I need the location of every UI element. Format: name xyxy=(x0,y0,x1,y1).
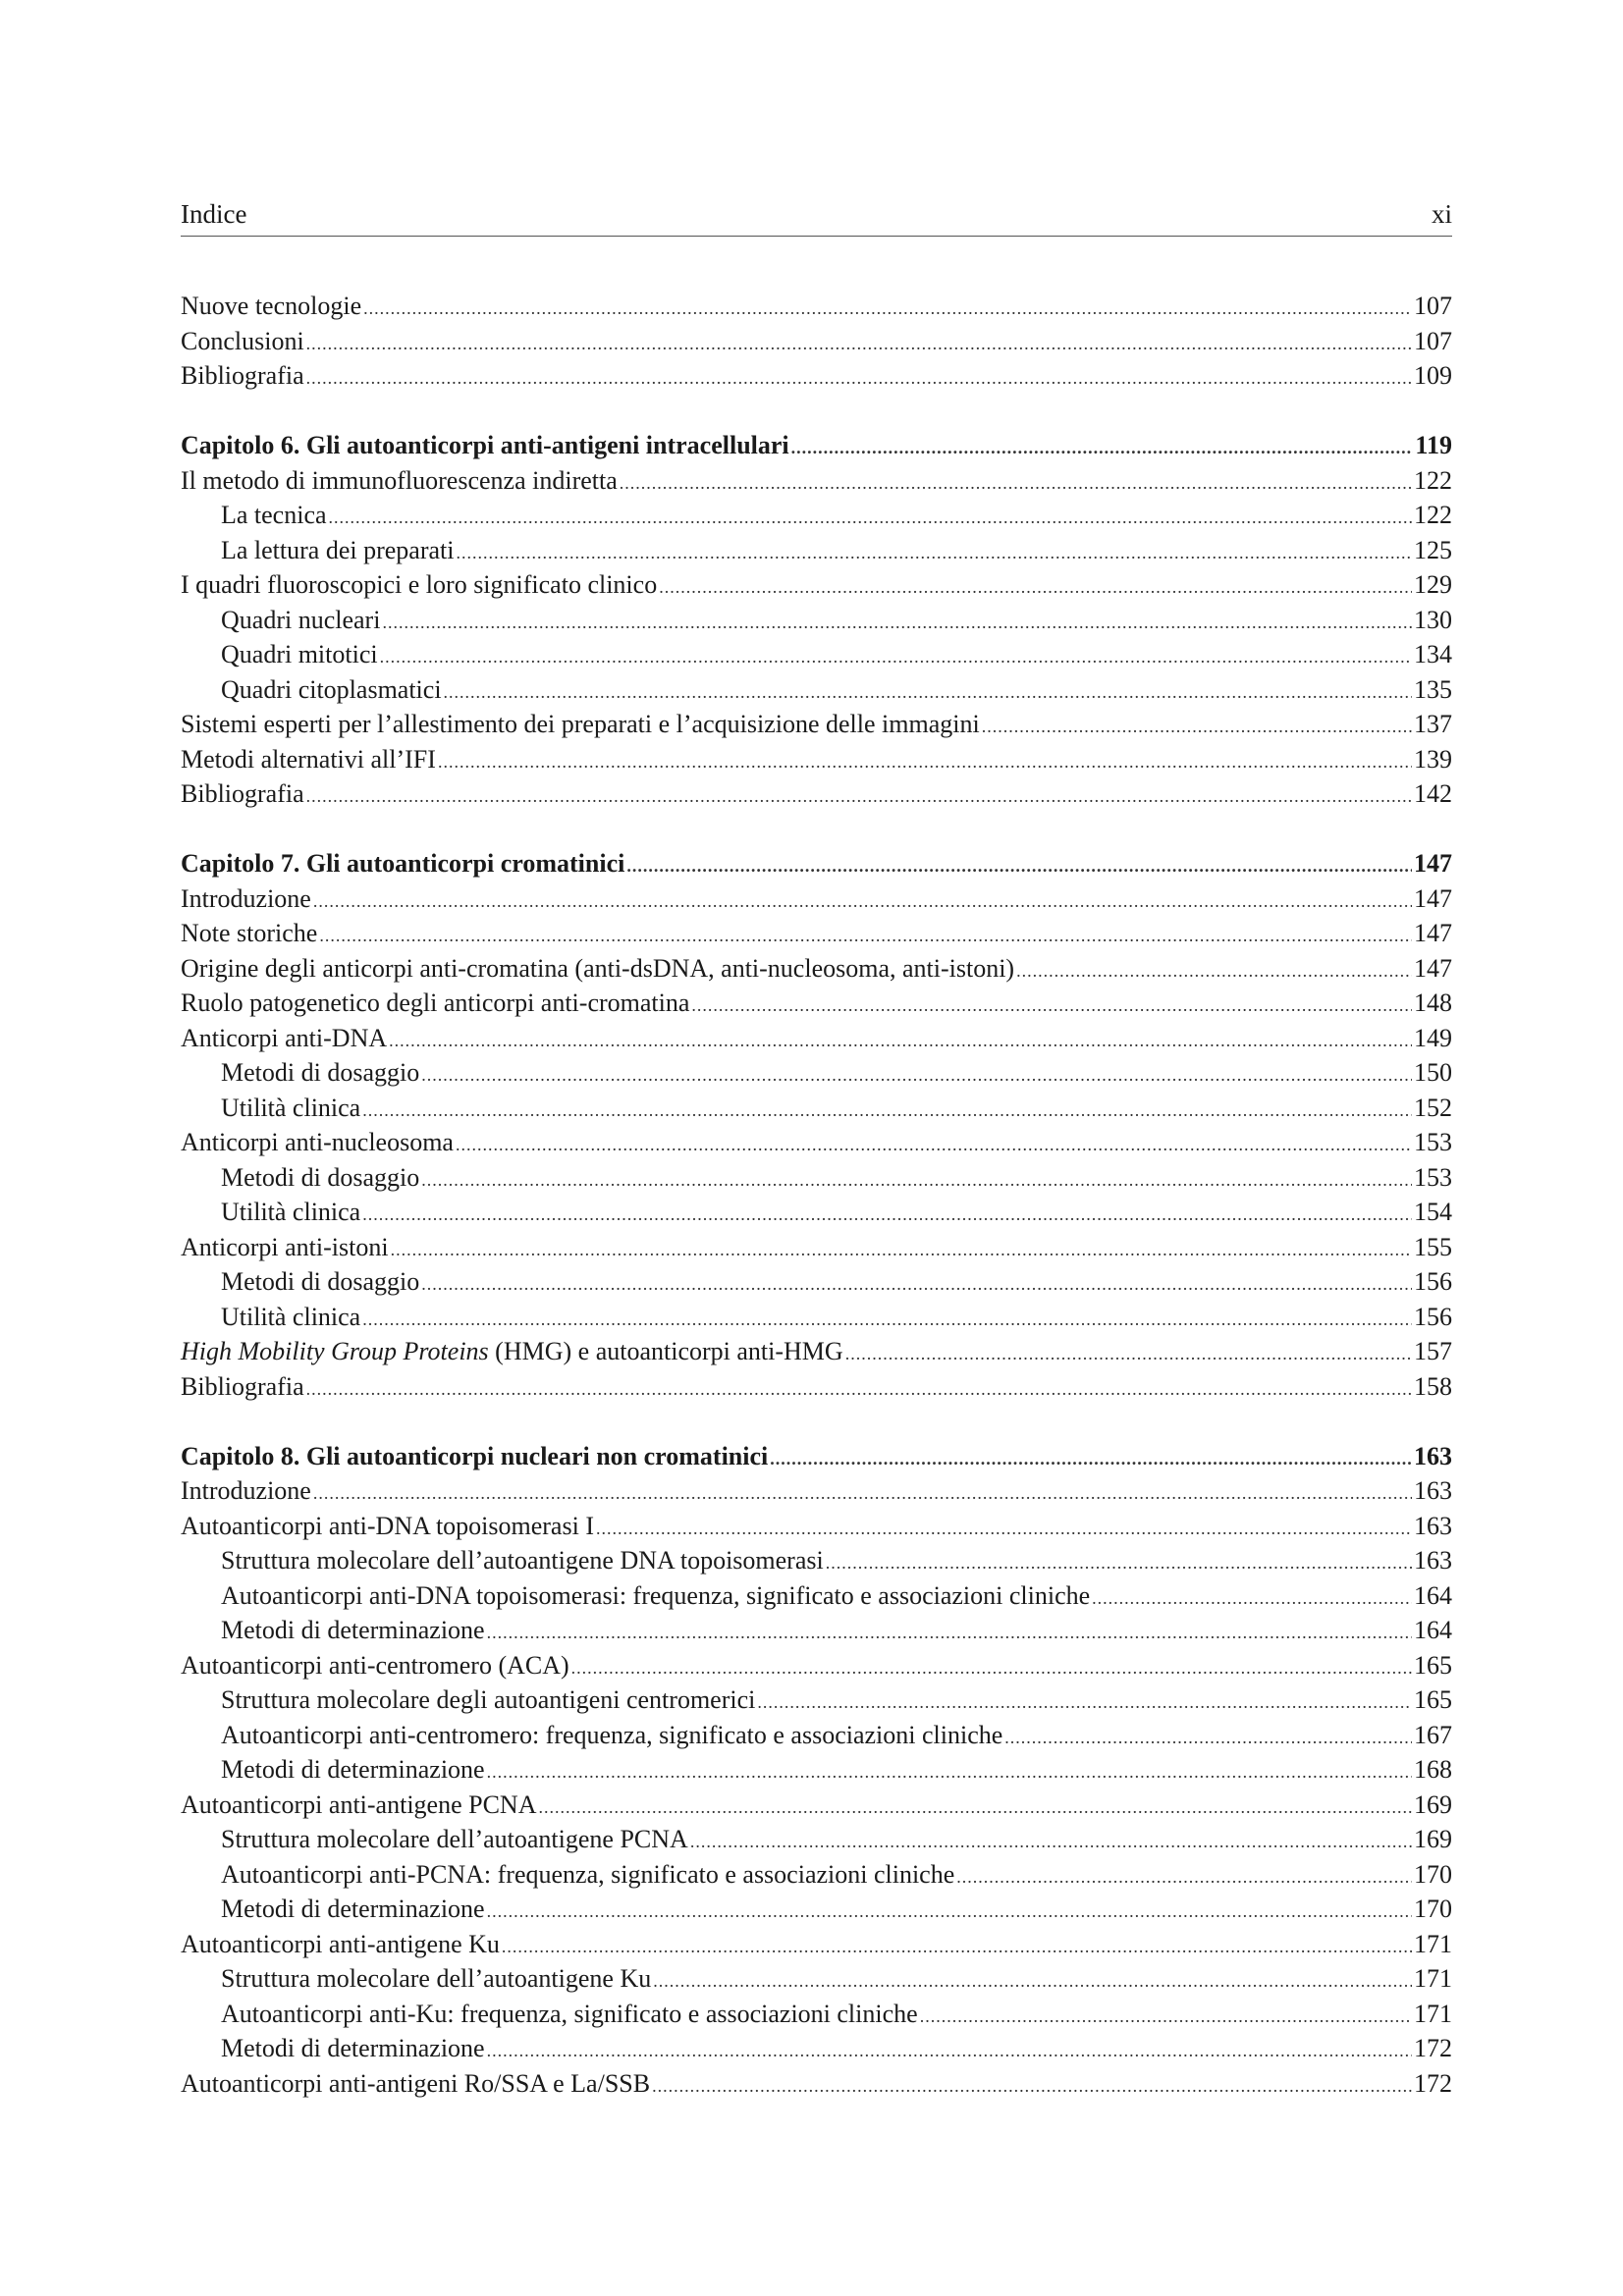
toc-entry-title: Conclusioni xyxy=(181,326,304,355)
dot-leader xyxy=(380,640,1412,675)
toc-entry-page: 130 xyxy=(1414,605,1452,634)
toc-chapter-heading[interactable] xyxy=(181,846,1452,881)
toc-entry[interactable] xyxy=(181,951,1452,987)
toc-entry[interactable] xyxy=(181,567,1452,603)
toc-entry[interactable] xyxy=(181,742,1452,777)
dot-leader xyxy=(502,1930,1412,1965)
toc-entry-page: 129 xyxy=(1414,570,1452,599)
toc-entry-page: 153 xyxy=(1414,1128,1452,1156)
toc-entry-title: Introduzione xyxy=(181,1476,311,1505)
toc-entry-title: Capitolo 6. Gli autoanticorpi anti-antigeni intracellulari xyxy=(181,431,789,459)
toc-entry-page: 147 xyxy=(1414,849,1452,878)
running-header xyxy=(181,196,1452,237)
dot-leader xyxy=(770,1442,1412,1477)
dot-leader xyxy=(920,2000,1412,2035)
dot-leader xyxy=(596,1512,1412,1547)
toc-entry-title-italic: High Mobility Group Proteins xyxy=(181,1337,489,1365)
dot-leader xyxy=(757,1685,1412,1721)
toc-entry[interactable] xyxy=(181,289,1452,324)
dot-leader xyxy=(1004,1721,1412,1756)
dot-leader xyxy=(653,1964,1412,2000)
dot-leader xyxy=(652,2069,1412,2105)
toc-entry-page: 163 xyxy=(1414,1476,1452,1505)
toc-entry-page: 163 xyxy=(1414,1546,1452,1575)
toc-entry-page: 170 xyxy=(1414,1895,1452,1923)
toc-entry[interactable] xyxy=(181,1961,1452,1997)
toc-entry-page: 147 xyxy=(1414,953,1452,983)
toc-entry-page: 167 xyxy=(1414,1720,1452,1749)
toc-entry[interactable] xyxy=(181,707,1452,742)
toc-entry-page: 158 xyxy=(1414,1371,1452,1401)
toc-entry-title: I quadri fluoroscopici e loro significato clinico xyxy=(181,570,658,599)
table-of-contents xyxy=(181,289,1452,2136)
toc-entry[interactable] xyxy=(181,1509,1452,1544)
toc-entry[interactable] xyxy=(181,498,1452,533)
toc-entry-page: 153 xyxy=(1414,1162,1452,1192)
dot-leader xyxy=(421,1267,1412,1303)
toc-entry[interactable] xyxy=(181,1578,1452,1614)
running-header-title: Indice xyxy=(181,199,247,229)
dot-leader xyxy=(487,1755,1412,1790)
toc-entry[interactable] xyxy=(181,1857,1452,1893)
toc-chapter-heading[interactable] xyxy=(181,1439,1452,1474)
toc-entry-title: Capitolo 8. Gli autoanticorpi nucleari non cromatinici xyxy=(181,1441,769,1470)
toc-entry[interactable] xyxy=(181,1682,1452,1718)
toc-entry[interactable] xyxy=(181,1369,1452,1405)
dot-leader xyxy=(382,606,1412,641)
toc-entry[interactable] xyxy=(181,1752,1452,1788)
dot-leader xyxy=(956,1860,1412,1896)
toc-entry-title: Metodi di dosaggio xyxy=(221,1058,420,1087)
toc-entry-title: Quadri mitotici xyxy=(221,640,378,668)
dot-leader xyxy=(306,361,1412,397)
toc-entry-page: 164 xyxy=(1414,1580,1452,1610)
toc-entry-title: Struttura molecolare dell’autoantigene DNA topoisomerasi xyxy=(221,1546,824,1575)
toc-entry[interactable] xyxy=(181,672,1452,708)
toc-entry-page: 169 xyxy=(1414,1825,1452,1853)
toc-section xyxy=(181,289,1452,394)
dot-leader xyxy=(391,1233,1412,1268)
toc-chapter-heading[interactable] xyxy=(181,428,1452,463)
dot-leader xyxy=(306,1372,1412,1408)
toc-entry-page: 164 xyxy=(1414,1616,1452,1644)
toc-entry-page: 152 xyxy=(1414,1093,1452,1122)
toc-entry-title: Metodi di determinazione xyxy=(221,1755,485,1784)
dot-leader xyxy=(456,1128,1412,1163)
dot-leader xyxy=(826,1546,1412,1581)
dot-leader xyxy=(319,919,1412,954)
toc-entry[interactable] xyxy=(181,1822,1452,1857)
toc-entry-page: 156 xyxy=(1414,1302,1452,1331)
toc-entry-title: Autoanticorpi anti-antigeni Ro/SSA e La/SSB xyxy=(181,2068,651,2098)
dot-leader xyxy=(362,1094,1412,1129)
dot-leader xyxy=(421,1058,1412,1094)
toc-entry-title: Quadri citoplasmatici xyxy=(221,674,442,704)
dot-leader xyxy=(791,431,1414,466)
toc-entry-title: Metodi di determinazione xyxy=(221,2034,485,2062)
dot-leader xyxy=(659,570,1412,606)
toc-entry-page: 119 xyxy=(1415,431,1452,459)
toc-entry-title: Autoanticorpi anti-Ku: frequenza, significato e associazioni cliniche xyxy=(221,1999,918,2028)
toc-entry-title: Autoanticorpi anti-antigene Ku xyxy=(181,1929,500,1958)
toc-entry[interactable] xyxy=(181,1125,1452,1160)
toc-entry[interactable] xyxy=(181,1788,1452,1823)
toc-entry-page: 147 xyxy=(1414,919,1452,947)
dot-leader xyxy=(1016,954,1412,989)
dot-leader xyxy=(421,1163,1412,1199)
toc-entry[interactable] xyxy=(181,1264,1452,1300)
toc-entry[interactable] xyxy=(181,603,1452,638)
toc-entry-title: Metodi alternativi all’IFI xyxy=(181,744,436,774)
toc-entry-title: Anticorpi anti-istoni xyxy=(181,1232,389,1261)
toc-entry-title: Sistemi esperti per l’allestimento dei preparati e l’acquisizione delle immagini xyxy=(181,710,980,738)
toc-entry-title: Struttura molecolare degli autoantigeni centromerici xyxy=(221,1685,756,1714)
toc-entry-page: 135 xyxy=(1414,674,1452,704)
dot-leader xyxy=(363,292,1412,327)
toc-entry-title: Autoanticorpi anti-DNA topoisomerasi I xyxy=(181,1511,594,1540)
toc-entry-page: 139 xyxy=(1414,744,1452,774)
toc-entry[interactable] xyxy=(181,1160,1452,1196)
toc-entry[interactable] xyxy=(181,1334,1452,1369)
toc-entry[interactable] xyxy=(181,916,1452,951)
toc-entry-page: 156 xyxy=(1414,1267,1452,1296)
toc-entry[interactable] xyxy=(181,986,1452,1021)
toc-entry-title: Metodi di determinazione xyxy=(221,1895,485,1923)
toc-entry-title: Capitolo 7. Gli autoanticorpi cromatinici xyxy=(181,849,625,878)
toc-entry[interactable] xyxy=(181,1543,1452,1578)
dot-leader xyxy=(620,466,1412,502)
toc-section xyxy=(181,846,1452,1404)
toc-entry-page: 155 xyxy=(1414,1232,1452,1261)
toc-entry-page: 171 xyxy=(1414,1999,1452,2028)
toc-entry-page: 137 xyxy=(1414,710,1452,738)
dot-leader xyxy=(691,988,1412,1024)
toc-entry-title: Note storiche xyxy=(181,919,318,947)
toc-entry-title: Metodi di dosaggio xyxy=(221,1162,420,1192)
dot-leader xyxy=(487,1616,1412,1651)
toc-entry-page: 109 xyxy=(1414,361,1452,390)
toc-entry-title: Metodi di determinazione xyxy=(221,1616,485,1644)
toc-entry-page: 168 xyxy=(1414,1755,1452,1784)
toc-entry-title: Quadri nucleari xyxy=(221,605,381,634)
dot-leader xyxy=(982,710,1412,745)
toc-entry[interactable] xyxy=(181,1021,1452,1056)
toc-entry[interactable] xyxy=(181,2066,1452,2102)
toc-entry[interactable] xyxy=(181,1718,1452,1753)
toc-entry-page: 150 xyxy=(1414,1058,1452,1087)
toc-entry-page: 122 xyxy=(1414,501,1452,529)
toc-entry-title: La lettura dei preparati xyxy=(221,535,455,564)
toc-entry[interactable] xyxy=(181,776,1452,812)
toc-entry[interactable] xyxy=(181,324,1452,359)
toc-entry[interactable] xyxy=(181,1091,1452,1126)
dot-leader xyxy=(444,675,1412,711)
toc-entry-page: 172 xyxy=(1414,2068,1452,2098)
dot-leader xyxy=(487,2034,1412,2069)
toc-entry-title: Utilità clinica xyxy=(221,1093,361,1122)
toc-entry-title: Bibliografia xyxy=(181,361,304,390)
dot-leader xyxy=(845,1337,1412,1372)
dot-leader xyxy=(313,884,1412,920)
toc-entry[interactable] xyxy=(181,1300,1452,1335)
dot-leader xyxy=(1092,1581,1412,1617)
dot-leader xyxy=(571,1651,1412,1686)
toc-entry-title: Metodi di dosaggio xyxy=(221,1267,420,1296)
toc-entry[interactable] xyxy=(181,1892,1452,1927)
toc-entry-title: Utilità clinica xyxy=(221,1198,361,1226)
dot-leader xyxy=(306,327,1412,362)
toc-entry-page: 170 xyxy=(1414,1859,1452,1889)
toc-entry-page: 147 xyxy=(1414,883,1452,913)
toc-entry-page: 171 xyxy=(1414,1929,1452,1958)
toc-entry-page: 163 xyxy=(1414,1441,1452,1470)
toc-entry-title: Struttura molecolare dell’autoantigene PCNA xyxy=(221,1825,688,1853)
toc-entry[interactable] xyxy=(181,1648,1452,1683)
dot-leader xyxy=(438,745,1412,780)
toc-entry[interactable] xyxy=(181,533,1452,568)
toc-entry-title: Struttura molecolare dell’autoantigene Ku xyxy=(221,1964,652,1993)
toc-entry[interactable] xyxy=(181,1195,1452,1230)
toc-entry-page: 172 xyxy=(1414,2034,1452,2062)
toc-entry[interactable] xyxy=(181,637,1452,672)
toc-entry-page: 148 xyxy=(1414,988,1452,1017)
toc-entry-page: 165 xyxy=(1414,1685,1452,1714)
toc-entry-page: 169 xyxy=(1414,1789,1452,1819)
dot-leader xyxy=(306,779,1412,815)
toc-section xyxy=(181,428,1452,812)
toc-entry-title: Nuove tecnologie xyxy=(181,292,362,320)
toc-entry-title: Autoanticorpi anti-DNA topoisomerasi: frequenza, significato e associazioni cliniche xyxy=(221,1580,1091,1610)
toc-entry[interactable] xyxy=(181,358,1452,394)
dot-leader xyxy=(538,1790,1412,1826)
dot-leader xyxy=(456,536,1412,571)
dot-leader xyxy=(362,1303,1412,1338)
toc-entry-title: Anticorpi anti-nucleosoma xyxy=(181,1128,454,1156)
toc-entry-title: La tecnica xyxy=(221,501,327,529)
toc-entry-title: Bibliografia xyxy=(181,1371,304,1401)
toc-entry-page: 142 xyxy=(1414,779,1452,808)
dot-leader xyxy=(626,849,1412,884)
toc-entry-title: Bibliografia xyxy=(181,779,304,808)
toc-entry-title: Utilità clinica xyxy=(221,1302,361,1331)
toc-entry-title-rest: (HMG) e autoanticorpi anti-HMG xyxy=(488,1337,843,1365)
toc-entry-title xyxy=(181,1334,843,1369)
page-number: xi xyxy=(1431,199,1452,229)
toc-entry[interactable] xyxy=(181,1927,1452,1962)
dot-leader xyxy=(389,1024,1412,1059)
toc-entry-page: 107 xyxy=(1414,326,1452,355)
dot-leader xyxy=(690,1825,1412,1860)
toc-entry-page: 165 xyxy=(1414,1650,1452,1680)
toc-entry[interactable] xyxy=(181,1473,1452,1509)
toc-entry-title: Autoanticorpi anti-centromero: frequenza, significato e associazioni cliniche xyxy=(221,1720,1003,1749)
toc-entry-page: 171 xyxy=(1414,1964,1452,1993)
toc-entry-title: Anticorpi anti-DNA xyxy=(181,1023,388,1052)
toc-entry[interactable] xyxy=(181,1230,1452,1265)
toc-entry-page: 122 xyxy=(1414,465,1452,495)
dot-leader xyxy=(313,1476,1412,1512)
toc-entry-page: 154 xyxy=(1414,1198,1452,1226)
toc-entry-title: Introduzione xyxy=(181,883,311,913)
toc-entry[interactable] xyxy=(181,2031,1452,2066)
toc-entry[interactable] xyxy=(181,1055,1452,1091)
toc-entry-title: Il metodo di immunofluorescenza indiretta xyxy=(181,465,618,495)
toc-section xyxy=(181,1439,1452,2102)
toc-entry[interactable] xyxy=(181,1613,1452,1648)
toc-entry-page: 157 xyxy=(1414,1337,1452,1365)
toc-entry-title: Autoanticorpi anti-antigene PCNA xyxy=(181,1789,537,1819)
toc-entry-page: 149 xyxy=(1414,1023,1452,1052)
toc-entry-page: 163 xyxy=(1414,1511,1452,1540)
toc-entry-title: Origine degli anticorpi anti-cromatina (anti-dsDNA, anti-nucleosoma, anti-istoni) xyxy=(181,953,1015,983)
toc-entry-title: Ruolo patogenetico degli anticorpi anti-cromatina xyxy=(181,988,690,1017)
toc-entry-title: Autoanticorpi anti-PCNA: frequenza, significato e associazioni cliniche xyxy=(221,1859,955,1889)
toc-entry[interactable] xyxy=(181,463,1452,499)
dot-leader xyxy=(329,501,1412,536)
toc-entry[interactable] xyxy=(181,881,1452,917)
dot-leader xyxy=(362,1198,1412,1233)
toc-entry-title: Autoanticorpi anti-centromero (ACA) xyxy=(181,1650,569,1680)
toc-entry-page: 107 xyxy=(1414,292,1452,320)
toc-entry-page: 125 xyxy=(1414,535,1452,564)
dot-leader xyxy=(487,1895,1412,1930)
toc-entry-page: 134 xyxy=(1414,640,1452,668)
toc-entry[interactable] xyxy=(181,1997,1452,2032)
